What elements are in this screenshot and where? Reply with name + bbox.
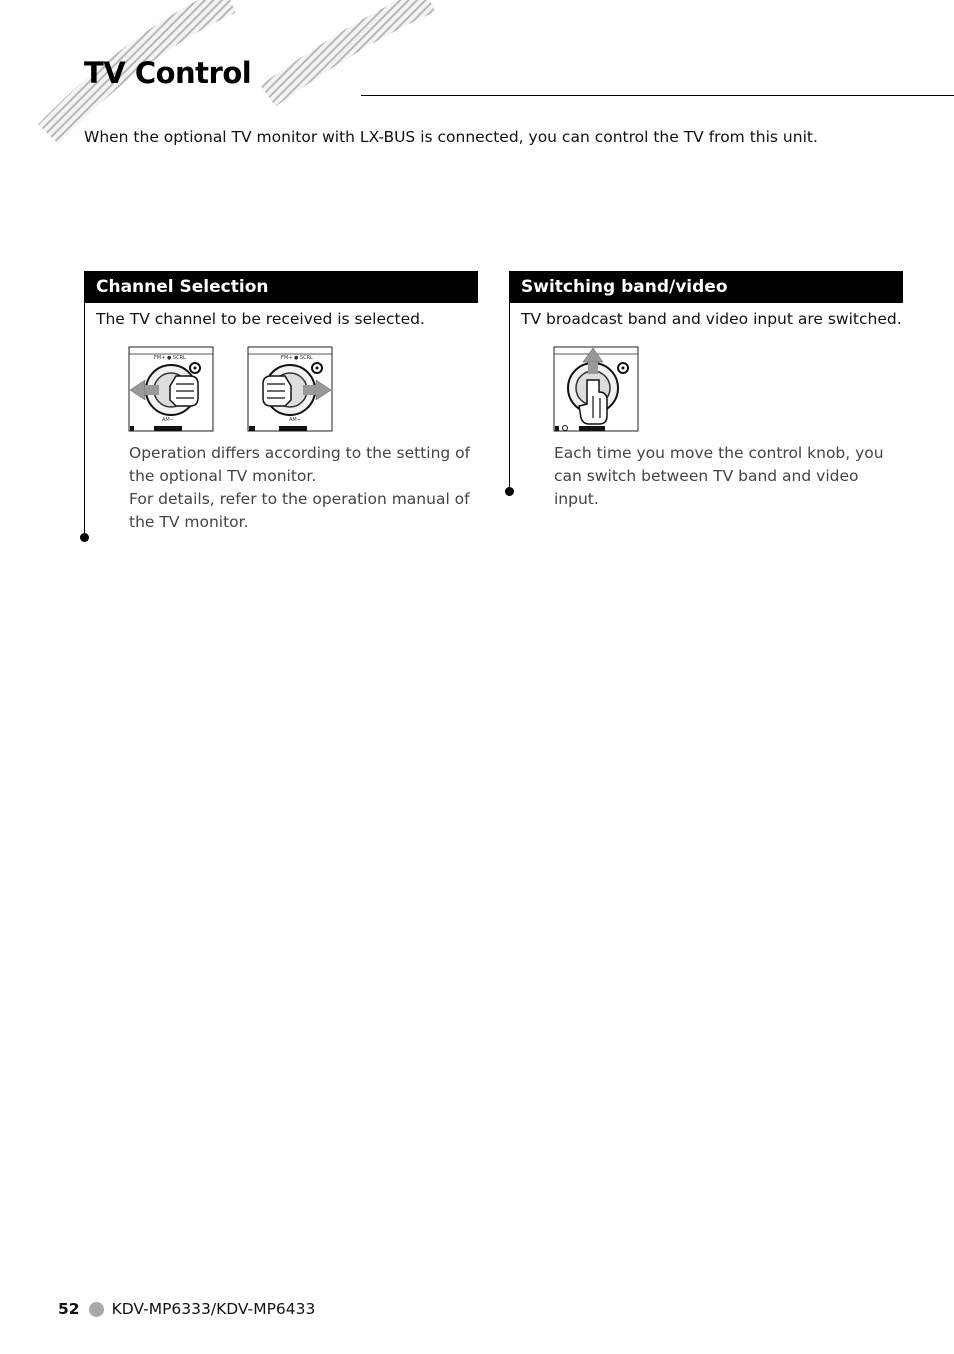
channel-selection-heading: Channel Selection — [84, 271, 478, 303]
section-end-dot — [505, 487, 514, 496]
switching-band-video-section — [509, 271, 903, 508]
knob-label-fm: FM+ ● SCRL — [154, 355, 186, 361]
title-rule — [361, 95, 954, 96]
channel-note-line-2: For details, refer to the operation manual of the TV monitor. — [129, 490, 470, 531]
intro-text: When the optional TV monitor with LX-BUS is connected, you can control the TV from this unit. — [84, 128, 818, 146]
knob-label-am: AM− — [162, 417, 174, 423]
channel-selection-lead: The TV channel to be received is selected. — [96, 310, 425, 328]
model-name: KDV-MP6333/KDV-MP6433 — [111, 1300, 316, 1318]
knob-label-am: AM− — [289, 417, 301, 423]
page-number: 52 — [58, 1300, 80, 1318]
section-end-dot — [80, 533, 89, 542]
knob-label-fm: FM+ ● SCRL — [281, 355, 313, 361]
channel-note-line-1: Operation differs according to the setting of the optional TV monitor. — [129, 444, 471, 485]
page-footer — [58, 1300, 315, 1318]
knob-up-illustration — [553, 346, 639, 432]
page-title: TV Control — [84, 56, 252, 90]
footer-bullet — [89, 1302, 104, 1317]
knob-left-illustration — [128, 346, 214, 432]
switching-heading: Switching band/video — [509, 271, 903, 303]
knob-right-illustration — [247, 346, 333, 432]
channel-selection-section — [84, 271, 478, 531]
section-rule — [84, 303, 85, 537]
section-rule — [509, 303, 510, 491]
switching-lead: TV broadcast band and video input are switched. — [521, 310, 902, 328]
switching-note: Each time you move the control knob, you can switch between TV band and video input. — [554, 444, 884, 508]
channel-selection-note — [129, 442, 479, 534]
